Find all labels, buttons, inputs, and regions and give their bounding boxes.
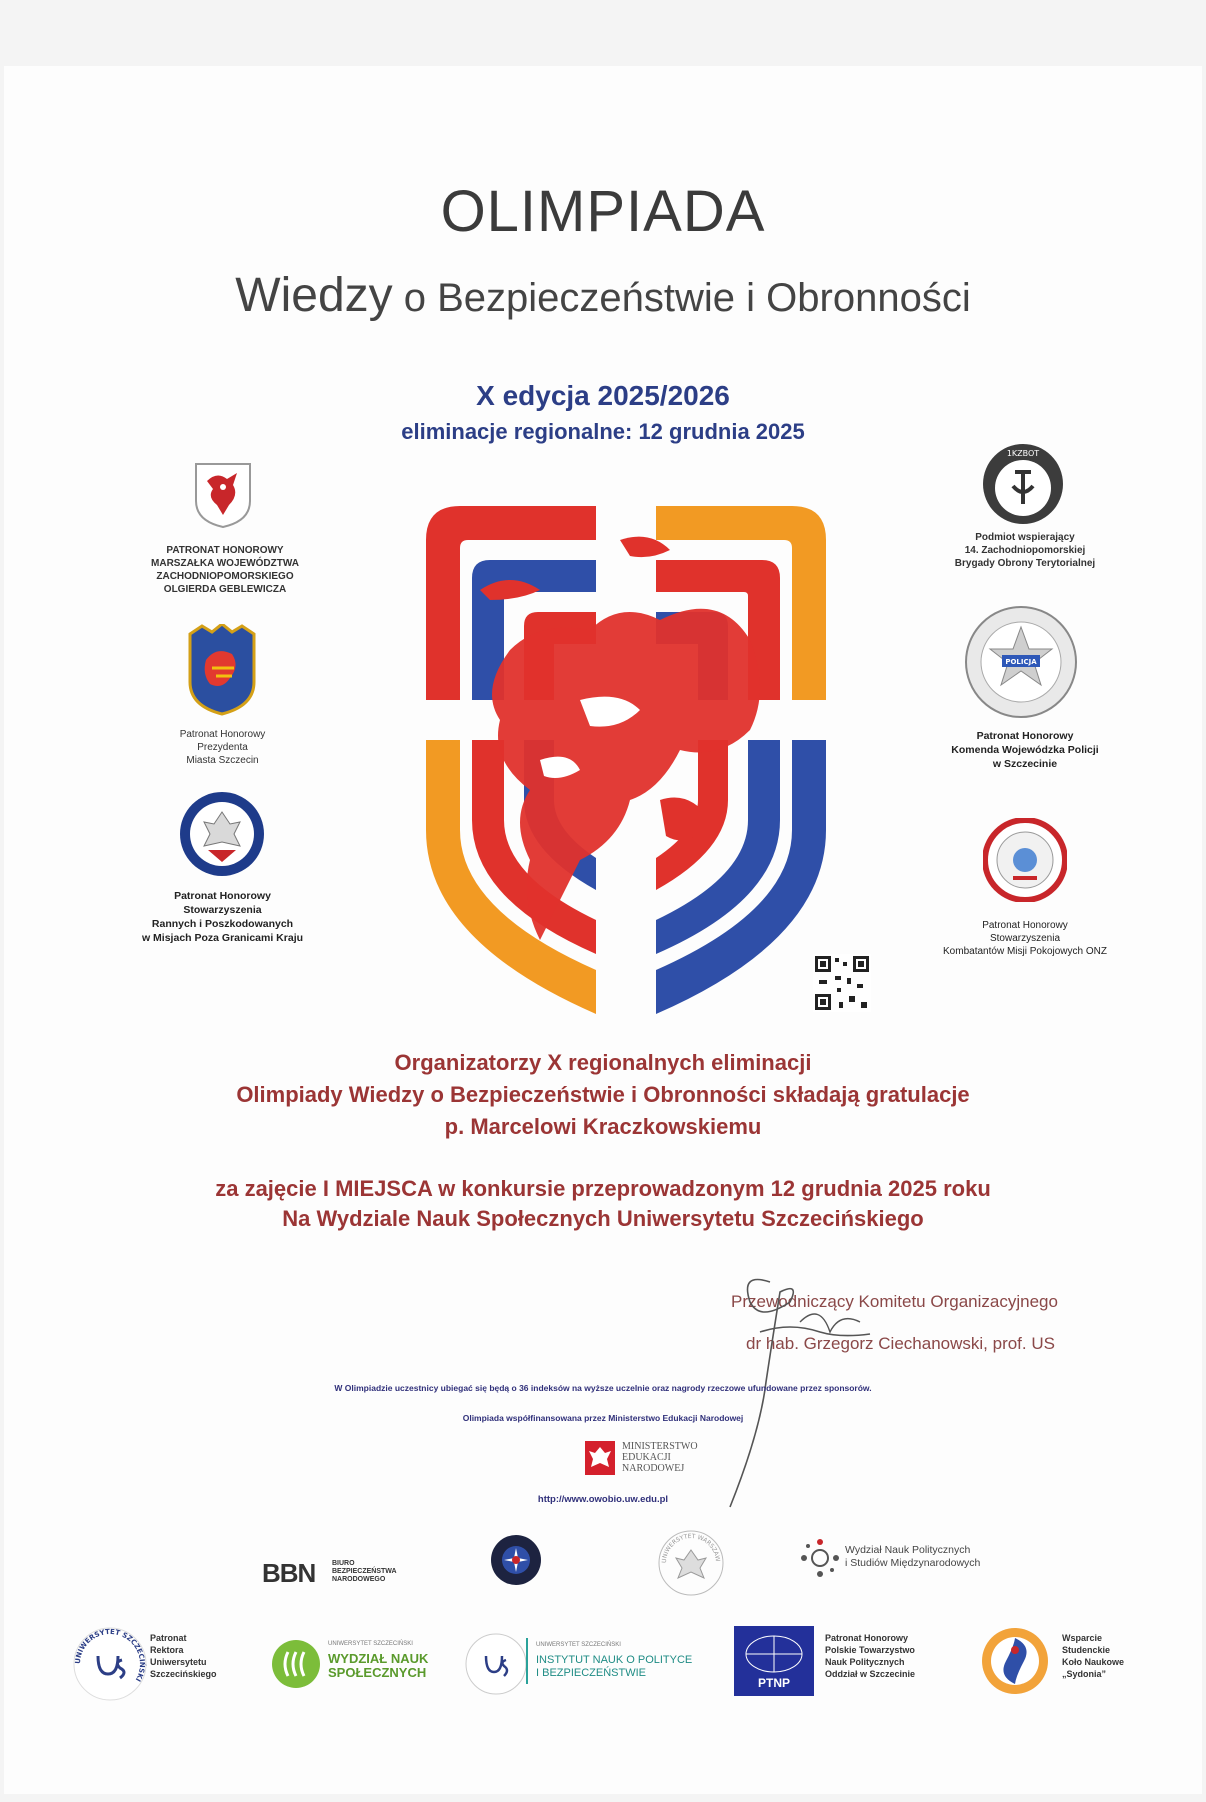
patron-right-1: Podmiot wspierający 14. Zachodniopomorskiej Brygady Obrony Terytorialnej bbox=[954, 532, 1096, 569]
recipient-name: p. Marcelowi Kraczkowskiemu bbox=[444, 1114, 762, 1139]
ptnp-text: Patronat Honorowy Polskie Towarzystwo Nauk Politycznych Oddział w Szczecinie bbox=[825, 1633, 916, 1679]
inpib-text: INSTYTUT NAUK O POLITYCE I BEZPIECZEŃSTWIE bbox=[536, 1654, 693, 1679]
patron-left-2: Patronat Honorowy Prezydenta Miasta Szczecin bbox=[179, 729, 266, 766]
svg-text:POLICJA: POLICJA bbox=[1005, 658, 1037, 666]
congrats-line-4: za zajęcie I MIEJSCA w konkursie przeprowadzonym 12 grudnia 2025 roku bbox=[215, 1176, 991, 1201]
sydonia-text: Wsparcie Studenckie Koło Naukowe „Sydonia” bbox=[1062, 1633, 1125, 1679]
territorial-defence-badge-icon bbox=[981, 442, 1065, 526]
ptnp-logo: PTNP bbox=[734, 1626, 814, 1696]
edition-label: X edycja 2025/2026 bbox=[476, 380, 730, 411]
congrats-line-2: Olimpiady Wiedzy o Bezpieczeństwie i Obronności składają gratulacje bbox=[236, 1082, 970, 1107]
bbn-logo: BBN bbox=[262, 1558, 316, 1588]
olympiad-shield-emblem bbox=[420, 500, 832, 1020]
wns-text: WYDZIAŁ NAUK SPOŁECZNYCH bbox=[328, 1651, 429, 1680]
wns-small: UNIWERSYTET SZCZECIŃSKI bbox=[328, 1641, 413, 1647]
polish-eagle-icon bbox=[585, 1441, 615, 1475]
signature-role: Przewodniczący Komitetu Organizacyjnego bbox=[731, 1292, 1058, 1311]
nato-badge-icon bbox=[490, 1534, 542, 1586]
patron-left-3: Patronat Honorowy Stowarzyszenia Rannych i Poszkodowanych w Misjach Poza Granicami Kraju bbox=[141, 890, 304, 944]
patron-left-1: PATRONAT HONOROWY MARSZAŁKA WOJEWÓDZTWA ZACHODNIOPOMORSKIEGO OLGIERDA GEBLEWICZA bbox=[151, 545, 299, 595]
svg-text:UNIWERSYTET SZCZECIŃSKI: UNIWERSYTET SZCZECIŃSKI bbox=[73, 1627, 147, 1683]
congrats-line-5: Na Wydziale Nauk Społecznych Uniwersytetu Szczecińskiego bbox=[282, 1206, 924, 1231]
subtitle-rest: o Bezpieczeństwie i Obronności bbox=[403, 276, 971, 320]
sydonia-logo-icon bbox=[980, 1626, 1050, 1696]
wnpism-text: Wydział Nauk Politycznych i Studiów Międzynarodowych bbox=[845, 1544, 981, 1569]
uw-seal-icon bbox=[656, 1528, 726, 1598]
un-veterans-emblem-icon bbox=[983, 818, 1067, 902]
rector-patronage: Patronat Rektora Uniwersytetu Szczecińskiego bbox=[150, 1633, 217, 1679]
wnpism-logo-icon bbox=[800, 1538, 840, 1578]
zachodniopomorskie-coat-of-arms-icon bbox=[193, 461, 253, 529]
page-subtitle bbox=[0, 268, 1206, 323]
qr-code[interactable] bbox=[813, 954, 871, 1012]
us-small-seal-icon bbox=[464, 1632, 528, 1696]
svg-text:UNIWERSYTET WARSZAWSKI: UNIWERSYTET WARSZAW bbox=[660, 1532, 722, 1564]
congrats-line-1: Organizatorzy X regionalnych eliminacji bbox=[394, 1050, 812, 1075]
signature-name: dr hab. Grzegorz Ciechanowski, prof. US bbox=[746, 1334, 1055, 1353]
cofinanced-note: Olimpiada współfinansowana przez Ministerstwo Edukacji Narodowej bbox=[462, 1413, 744, 1423]
inpib-small: UNIWERSYTET SZCZECIŃSKI bbox=[536, 1642, 621, 1648]
patron-right-2: Patronat Honorowy Komenda Wojewódzka Policji w Szczecinie bbox=[951, 730, 1099, 770]
svg-text:1KZBOT: 1KZBOT bbox=[1006, 449, 1040, 458]
subtitle-big: Wiedzy bbox=[235, 269, 393, 322]
szczecin-coat-of-arms-icon bbox=[182, 624, 262, 716]
indexes-note: W Olimpiadzie uczestnicy ubiegać się będą o 36 indeksów na wyższe uczelnie oraz nagrody rzeczowe ufundowane przez sponsorów. bbox=[334, 1383, 872, 1393]
patron-right-3: Patronat Honorowy Stowarzyszenia Kombatantów Misji Pokojowych ONZ bbox=[943, 920, 1107, 957]
us-university-seal-icon bbox=[72, 1626, 148, 1702]
page-title: OLIMPIADA bbox=[440, 179, 766, 244]
inpib-divider bbox=[526, 1638, 528, 1684]
website-link[interactable]: http://www.owobio.uw.edu.pl bbox=[537, 1494, 669, 1505]
wns-logo-icon bbox=[270, 1638, 322, 1690]
ministry-logo-text: MINISTERSTWO EDUKACJI NARODOWEJ bbox=[622, 1441, 698, 1474]
veterans-association-emblem-icon bbox=[178, 790, 266, 878]
police-badge-icon bbox=[964, 605, 1078, 719]
elimination-date: eliminacje regionalne: 12 grudnia 2025 bbox=[401, 419, 805, 444]
bbn-text: BIURO BEZPIECZEŃSTWA NARODOWEGO bbox=[332, 1560, 397, 1583]
